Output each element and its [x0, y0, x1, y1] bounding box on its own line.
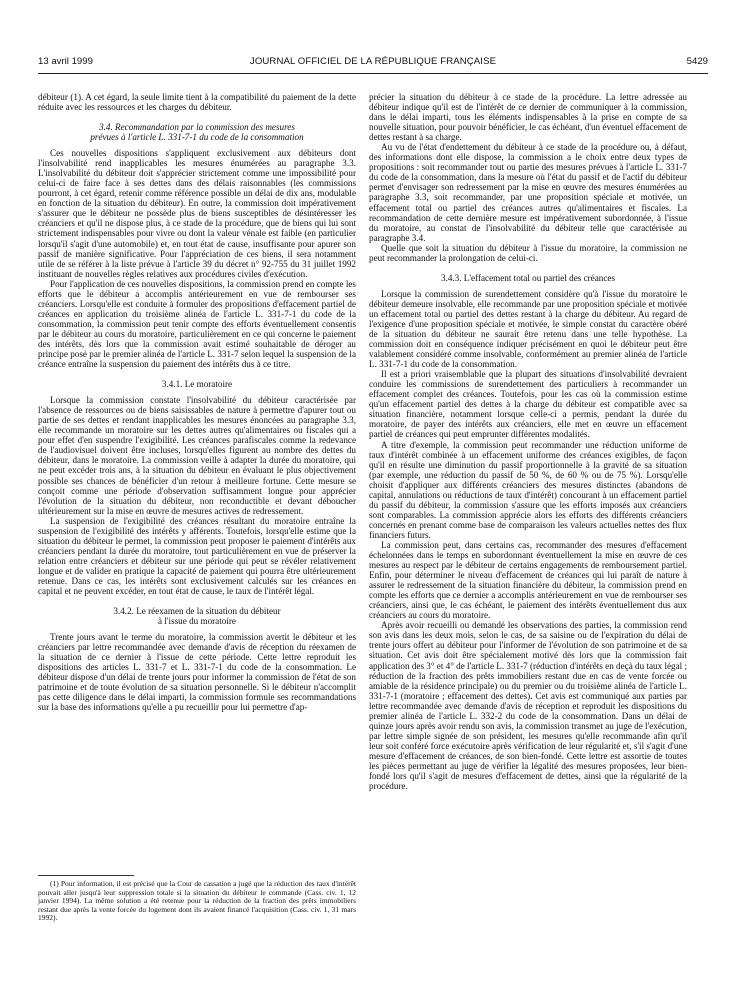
paragraph: Lorsque la commission de surendettement considère qu'à l'issue du moratoire le débiteur demeure insolvable, elle recommande par une proposition spéciale et motivée un effacement total ou partiel des dettes restant à la charge du débiteur. Au regard de l'exigence d'une proposition spéciale et motivée, le simple constat du caractère obéré de la situation du débiteur ne saurait être retenu dans une telle hypothèse. La commission doit en conséquence indiquer précisément en quoi le débiteur peut être valablement considéré comme insolvable, conformément au premier alinéa de l'article L. 331-7-1 du code de la consommation. — [369, 288, 687, 370]
footnote-rule — [38, 875, 134, 876]
paragraph: précier la situation du débiteur à ce stade de la procédure. La lettre adressée au débiteur indique qu'il est de l'intérêt de ce dernier de communiquer à la commission, dans le délai imparti, tous les éléments indispensables à la prise en compte de sa nouvelle situation, pour pouvoir bénéficier, le cas échéant, d'un éventuel effacement de dettes restant à sa charge. — [369, 92, 687, 143]
right-column — [369, 92, 687, 982]
paragraph: Pour l'application de ces nouvelles dispositions, la commission prend en compte les efforts que le débiteur a accomplis antérieurement en vue de rembourser ses créanciers. Lorsqu'elle est conduite à formuler des propositions d'effacement partiel de créances en application du troisième alinéa de l'article L. 331-7-1 du code de la consommation, la commission peut tenir compte des efforts éventuellement consentis par le débiteur au cours du moratoire, particulièrement en ce qui concerne le paiement des intérêts, dès lors que la commission avait estimé souhaitable de déroger au principe posé par le premier alinéa de l'article L. 331-7 selon lequel la suspension de la créance entraîne la suspension du paiement des intérêts dus à ce titre. — [38, 278, 356, 370]
paragraph: A titre d'exemple, la commission peut recommander une réduction uniforme de taux d'intérêt combinée à un effacement uniforme des créances exigibles, de façon qu'il en résulte une diminution du passif proportionnelle à la gravité de sa situation (par exemple, une réduction du passif de 50 %, de 60 % ou de 75 %). Lorsqu'elle choisit d'appliquer aux différents créanciers des mesures distinctes (abandons de capital, annulations ou réductions de taux d'intérêt) concourant à un effacement partiel du passif du débiteur, la commission s'assure que les efforts imposés aux créanciers sont comparables. La commission apprécie alors les efforts des différents créanciers concernés en prenant comme base de comparaison les valeurs actuelles nettes des flux financiers futurs. — [369, 439, 687, 540]
section-heading-3-4 — [38, 122, 356, 142]
section-heading-3-4-1: 3.4.1. Le moratoire — [161, 379, 233, 390]
paragraph: Quelle que soit la situation du débiteur à l'issue du moratoire, la commission ne peut recommander la prolongation de celui-ci. — [369, 242, 687, 263]
header-rule — [38, 73, 708, 74]
page-header — [38, 56, 708, 70]
heading-line: 3.4. Recommandation par la commission des mesures — [99, 122, 295, 133]
paragraph: La suspension de l'exigibilité des créances résultant du moratoire entraîne la suspension de l'exigibilité des intérêts y afférents. Toutefois, lorsqu'elle estime que la situation du débiteur le permet, la commission peut proposer le paiement d'intérêts aux créanciers pendant la durée du moratoire, tout particulièrement en vue de préserver la relation entre créanciers et débiteur sur une période qui peut se révéler relativement longue et de valider en pratique la capacité de paiement qui pourra être ultérieurement retenue. Dans ce cas, les intérêts sont exclusivement calculés sur les créances en capital et ne peuvent excéder, en tout état de cause, le taux de l'intérêt légal. — [38, 515, 356, 597]
page-number: 5429 — [686, 56, 708, 67]
section-heading-3-4-3: 3.4.3. L'effacement total ou partiel des créances — [440, 272, 615, 283]
publication-title: JOURNAL OFFICIEL DE LA RÉPUBLIQUE FRANÇAISE — [249, 56, 497, 67]
left-column — [38, 92, 356, 982]
paragraph: Après avoir recueilli ou demandé les observations des parties, la commission rend son avis dans les deux mois, selon le cas, de sa saisine ou de l'expiration du délai de trente jours offert au débiteur pour l'informer de l'évolution de son patrimoine et de sa situation. Cet avis doit être spécialement motivé dès lors que la commission fait application des 3° et 4° de l'article L. 331-7 (réduction d'intérêts en deçà du taux légal ; réduction de la fraction des prêts immobiliers restant due en cas de vente forcée ou amiable de la résidence principale) ou du premier ou du troisième alinéa de l'article L. 331-7-1 (moratoire ; effacement des dettes). Cet avis est communiqué aux parties par lettre recommandée avec demande d'avis de réception et reproduit les dispositions du premier alinéa de l'article L. 332-2 du code de la consommation. Dans un délai de quinze jours après avoir rendu son avis, la commission transmet au juge de l'exécution, par lettre simple signée de son président, les mesures qu'elle recommande afin qu'il leur soit conféré force exécutoire après vérification de leur régularité et, s'il s'agit d'une mesure d'effacement de créances, de son bien-fondé. Cette lettre est assortie de toutes les pièces permettant au juge de vérifier la légalité des mesures proposées, leur bien-fondé lors qu'il s'agit de mesures d'effacement de dettes, ainsi que la régularité de la procédure. — [369, 620, 687, 792]
paragraph: Trente jours avant le terme du moratoire, la commission avertit le débiteur et les créanciers par lettre recommandée avec demande d'avis de réception du réexamen de la situation de ce dernier à l'issue de cette période. Cette lettre reproduit les dispositions des articles L. 331-7 et L. 331-7-1 du code de la consommation. Le débiteur dispose d'un délai de trente jours pour informer la commission de l'état de son patrimoine et de toute évolution de sa situation personnelle. Si le débiteur n'accomplit pas cette diligence dans le délai imparti, la commission formule ses recommandations sur la base des informations qu'elle a pu recueillir pour lui permettre d'ap- — [38, 632, 356, 713]
paragraph: Au vu de l'état d'endettement du débiteur à ce stade de la procédure ou, à défaut, des informations dont elle dispose, la commission a le choix entre deux types de propositions : soit recommander tout ou partie des mesures prévues à l'article L. 331-7 du code de la consommation, dans la mesure où l'état du passif et de l'actif du débiteur permet d'envisager son redressement par la mise en œuvre des mesures énumérées au paragraphe 3.3, soit recommander, par une proposition spéciale et motivée, un effacement total ou partiel des créances autres qu'alimentaires et fiscales. La recommandation de cette dernière mesure est impérativement subordonnée, à l'issue du moratoire, au constat de l'insolvabilité du débiteur telle que caractérisée au paragraphe 3.4. — [369, 142, 687, 243]
paragraph: Ces nouvelles dispositions s'appliquent exclusivement aux débiteurs dont l'insolvabilité rend inapplicables les mesures énumérées au paragraphe 3.3. L'insolvabilité du débiteur doit s'apprécier strictement comme une impossibilité pour celui-ci de faire face à ses dettes dans des délais raisonnables (les commissions pourront, à cet égard, retenir comme référence possible un délai de dix ans, modulable en fonction de la situation du débiteur). En outre, la commission doit impérativement s'assurer que le débiteur ne possède plus de biens susceptibles de désintéresser les créanciers et qu'il ne dispose plus, à ce stade de la procédure, que de biens qui lui sont strictement indispensables pour vivre ou dont la valeur vénale est faible (en particulier lorsqu'il s'agit d'une automobile) et, en tout état de cause, insuffisante pour apurer son passif de manière significative. Pour l'appréciation de ces biens, il sera notamment utile de se référer à la liste prévue à l'article 39 du décret n° 92-755 du 31 juillet 1992 instituant de nouvelles règles relatives aux procédures civiles d'exécution. — [38, 148, 356, 279]
footnote: (1) Pour information, il est précisé que la Cour de cassation a jugé que la réduction des taux d'intérêt pouvait aller jusqu'à leur suppression totale si la situation du débiteur le commande (Cass. civ. 1, 12 janvier 1994). La même solution a été retenue pour la réduction de la fraction des prêts immobiliers restant due après la vente forcée du logement dont ils avaient financé l'acquisition (Cass. civ. 1, 31 mars 1992). — [38, 879, 356, 923]
paragraph: Lorsque la commission constate l'insolvabilité du débiteur caractérisée par l'absence de ressources ou de biens saisissables de nature à permettre d'apurer tout ou partie de ses dettes et rendant inapplicables les mesures énoncées au paragraphe 3.3, elle recommande un moratoire sur les dettes autres qu'alimentaires ou fiscales qui a pour effet d'en suspendre l'exigibilité. Les créances parafiscales comme la redevance de l'audiovisuel doivent être incluses, lorsqu'elles figurent au nombre des dettes du débiteur, dans le moratoire. La commission veille à adapter la durée du moratoire, qui ne peut excéder trois ans, à la situation du débiteur en évaluant le plus objectivement possible ses chances de bénéficier d'un retour à meilleure fortune. Cette mesure se conçoit comme une période d'observation suffisamment longue pour apprécier l'évolution de la situation du débiteur, non reconductible et devant déboucher ultérieurement sur la mise en œuvre de mesures actives de redressement. — [38, 395, 356, 516]
paragraph: La commission peut, dans certains cas, recommander des mesures d'effacement échelonnées dans le temps en subordonnant éventuellement la mise en œuvre de ces mesures au respect par le débiteur de certains engagements de remboursement partiel. Enfin, pour déterminer le niveau d'effacement de créances qui lui paraît de nature à assurer le redressement de la situation financière du débiteur, la commission prend en compte les efforts que ce dernier a accomplis antérieurement en vue de rembourser ses créanciers, ainsi que, le cas échéant, le paiement des intérêts éventuellement dus aux créanciers au cours du moratoire. — [369, 539, 687, 621]
section-heading-3-4-2 — [38, 606, 356, 626]
paragraph: Il est a priori vraisemblable que la plupart des situations d'insolvabilité devraient conduire les commissions de surendettement des particuliers à recommander un effacement complet des créances. Toutefois, pour les cas où la commission estime qu'un effacement partiel des dettes à la charge du débiteur est compatible avec sa situation financière, notamment lorsque celle-ci a permis, pendant la durée du moratoire, de payer des intérêts aux créanciers, elle met en œuvre un effacement partiel de créances qui peut emprunter différentes modalités. — [369, 369, 687, 440]
heading-line: prévues à l'article L. 331-7-1 du code de la consommation — [90, 132, 304, 143]
paragraph: débiteur (1). A cet égard, la seule limite tient à la compatibilité du paiement de la dette réduite avec les ressources et les charges du débiteur. — [38, 92, 356, 113]
issue-date: 13 avril 1999 — [38, 56, 93, 67]
heading-line: à l'issue du moratoire — [158, 616, 236, 627]
heading-line: 3.4.2. Le réexamen de la situation du débiteur — [113, 606, 281, 617]
